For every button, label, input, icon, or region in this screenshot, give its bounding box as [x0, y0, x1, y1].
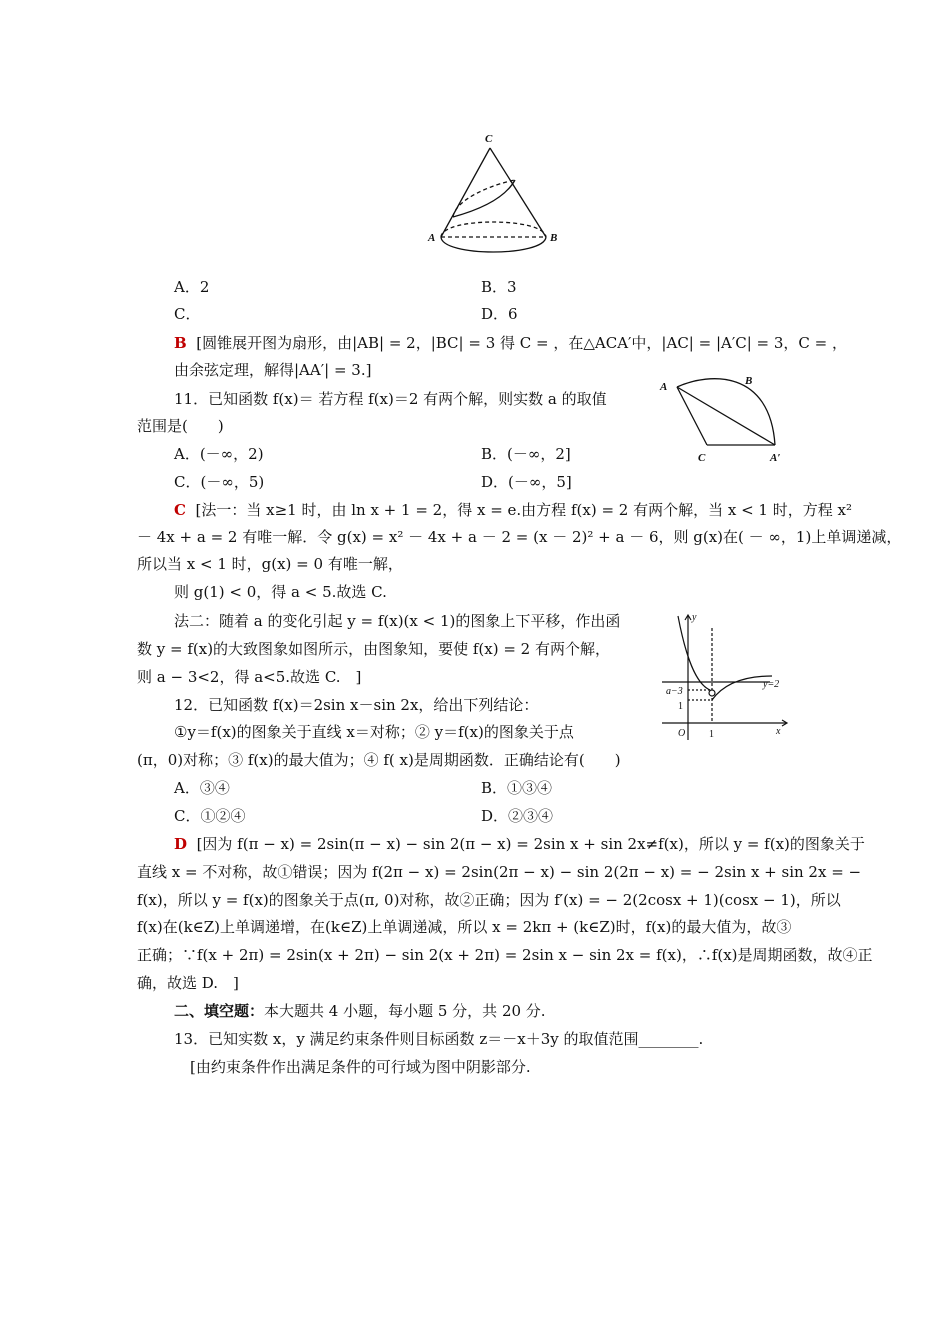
- sector-label-b: B: [745, 375, 753, 387]
- graph-label-origin: O: [678, 728, 686, 739]
- q12-stem-line1: 12．已知函数 f(x)＝2sin x－sin 2x，给出下列结论：: [174, 696, 539, 714]
- q11-option-d: D．(－∞，5]: [481, 473, 572, 491]
- q12-stem-line3: (π，0)对称；③ f(x)的最大值为；④ f( x)是周期函数．正确结论有( ): [137, 751, 621, 769]
- q11-solution-line3: 所以当 x < 1 时，g(x) = 0 有唯一解，: [137, 555, 403, 573]
- function-graph-figure: [660, 608, 795, 743]
- q11-solution-line2: － 4x + a = 2 有唯一解．令 g(x) = x² － 4x + a － 2 = (x － 2)² + a － 6，则 g(x)在( － ∞，1)上单调递减，: [137, 528, 902, 546]
- q13-stem: 13．已知实数 x，y 满足约束条件则目标函数 z＝－x＋3y 的取值范围________.: [174, 1030, 704, 1048]
- q10-answer: B: [174, 334, 187, 352]
- q13-solution-line1: [由约束条件作出满足条件的可行域为图中阴影部分.: [190, 1058, 531, 1076]
- section-title: 二、填空题：: [174, 1002, 265, 1020]
- q11-solution-line1: [174, 500, 852, 520]
- q11-solution-line5: 法二：随着 a 的变化引起 y = f(x)(x < 1)的图象上下平移，作出函: [174, 612, 621, 630]
- q10-option-b: B．3: [481, 278, 517, 296]
- q12-option-c: C．①②④: [174, 807, 246, 825]
- q12-solution-text1: [因为 f(π − x) = 2sin(π − x) − sin 2(π − x) = 2sin x + sin 2x≠f(x)，所以 y = f(x)的图象关于: [196, 835, 865, 853]
- cone-figure: [420, 125, 570, 275]
- graph-label-1-y: 1: [678, 701, 683, 712]
- q10-solution-text1: [圆锥展开图为扇形，由|AB| = 2，|BC| = 3 得 C = ，在△ACA′中，|AC| = |A′C| = 3，C = ，: [196, 334, 848, 352]
- q10-option-a: A．2: [174, 278, 210, 296]
- q10-option-d: D．6: [481, 305, 518, 323]
- q12-option-b: B．①③④: [481, 779, 553, 797]
- q12-solution-line4: f(x)在(k∈Z)上单调递增，在(k∈Z)上单调递减，所以 x = 2kπ + (k∈Z)时，f(x)的最大值为，故③: [137, 918, 792, 936]
- graph-label-y-equals-2: y=2: [763, 679, 780, 690]
- q11-option-a: A．(－∞，2): [174, 445, 264, 463]
- q12-option-d: D．②③④: [481, 807, 554, 825]
- q11-solution-text1: [法一：当 x≥1 时，由 ln x + 1 = 2，得 x = e.由方程 f(x) = 2 有两个解，当 x < 1 时，方程 x²: [195, 501, 852, 519]
- q11-solution-line4: 则 g(1) < 0，得 a < 5.故选 C.: [174, 583, 387, 601]
- q12-solution-line3: f(x)，所以 y = f(x)的图象关于点(π, 0)对称，故②正确；因为 f′(x) = − 2(2cosx + 1)(cosx − 1)，所以: [137, 891, 841, 909]
- cone-label-a: A: [428, 232, 436, 244]
- q12-option-a: A．③④: [174, 779, 230, 797]
- cone-label-b: B: [550, 232, 558, 244]
- q11-solution-line7: 则 a − 3<2，得 a<5.故选 C. ]: [137, 668, 362, 686]
- q11-stem-line2: 范围是( ): [137, 417, 224, 435]
- q12-solution-line1: [174, 834, 865, 854]
- q12-solution-line2: 直线 x = 不对称，故①错误；因为 f(2π − x) = 2sin(2π − x) − sin 2(2π − x) = − 2sin x + sin 2x = −: [137, 863, 862, 881]
- q12-solution-line5: 正确；∵f(x + 2π) = 2sin(x + 2π) − sin 2(x + 2π) = 2sin x − sin 2x = f(x)，∴f(x)是周期函数，故④正: [137, 946, 873, 964]
- sector-label-a: A: [660, 381, 668, 393]
- graph-label-a-minus-3: a−3: [666, 686, 683, 697]
- q11-stem-line1: 11．已知函数 f(x)＝ 若方程 f(x)＝2 有两个解，则实数 a 的取值: [174, 390, 607, 408]
- sector-label-a-prime: A′: [770, 452, 781, 464]
- q10-option-c: C．: [174, 305, 201, 323]
- sector-figure: [655, 370, 795, 470]
- q11-option-c: C．(－∞，5): [174, 473, 265, 491]
- q12-solution-line6: 确，故选 D. ]: [137, 974, 239, 992]
- graph-label-1-x: 1: [709, 729, 714, 740]
- q12-stem-line2: ①y＝f(x)的图象关于直线 x＝对称；② y＝f(x)的图象关于点: [174, 723, 574, 741]
- q11-answer: C: [174, 501, 186, 519]
- q10-solution-line1: [174, 333, 847, 353]
- section-description: 本大题共 4 小题，每小题 5 分，共 20 分.: [264, 1002, 546, 1020]
- sector-label-c: C: [698, 452, 706, 464]
- graph-label-y: y: [692, 612, 697, 623]
- q12-answer: D: [174, 835, 188, 853]
- section-fill-in-heading: [174, 1001, 546, 1021]
- q11-solution-line6: 数 y = f(x)的大致图象如图所示，由图象知，要使 f(x) = 2 有两个解，: [137, 640, 610, 658]
- q10-solution-line2: 由余弦定理，解得|AA′| = 3.]: [174, 361, 372, 379]
- graph-label-x: x: [776, 726, 781, 737]
- cone-label-c: C: [485, 133, 493, 145]
- q11-option-b: B．(－∞，2]: [481, 445, 571, 463]
